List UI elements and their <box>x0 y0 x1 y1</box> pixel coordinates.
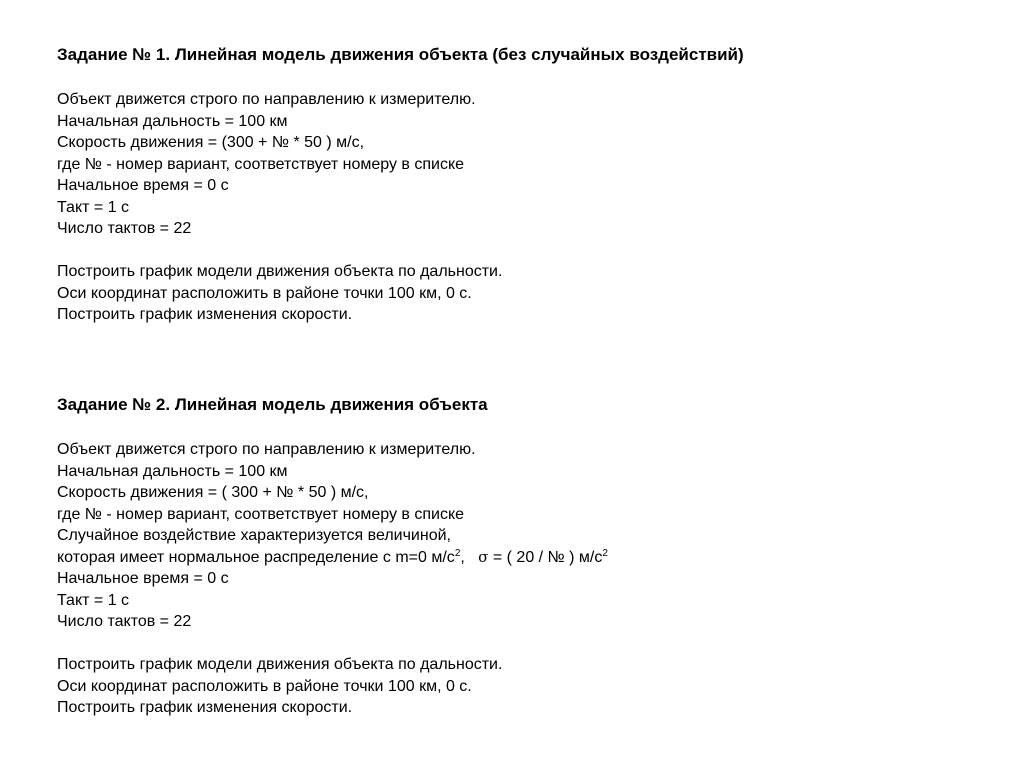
task-2-title: Задание № 2. Линейная модель движения объекта <box>57 395 488 414</box>
task-1-line-initial-range: Начальная дальность = 100 км <box>57 112 288 130</box>
task-2-line-tact: Такт = 1 с <box>57 591 130 609</box>
task-2-line-tact-count: Число тактов = 22 <box>57 613 192 630</box>
task-1-spacer <box>57 240 957 262</box>
task-2-line-random-effect: Случайное воздействие характеризуется величиной, <box>57 527 451 544</box>
task-1-instruction-range-plot: Построить график модели движения объекта по дальности. <box>57 263 503 280</box>
distribution-suffix: = ( 20 / № ) м/с <box>488 548 603 566</box>
distribution-separator: , <box>460 548 479 566</box>
task-2-line-velocity: Скорость движения = ( 300 + № * 50 ) м/с, <box>57 484 369 501</box>
task-1-line-initial-time: Начальное время = 0 с <box>57 177 229 194</box>
task-2-line-variant-note: где № - номер вариант, соответствует номеру в списке <box>57 505 465 523</box>
task-2-line-initial-range: Начальная дальность = 100 км <box>57 462 288 480</box>
task-2-line-initial-time: Начальное время = 0 с <box>57 570 229 587</box>
task-1-line-object-motion: Объект движется строго по направлению к измерителю. <box>57 91 476 108</box>
task-1-section <box>57 43 957 326</box>
sigma-symbol: σ <box>478 547 489 566</box>
task-1-title: Задание № 1. Линейная модель движения объекта (без случайных воздействий) <box>57 45 744 64</box>
task-1-line-variant-note: где № - номер вариант, соответствует номеру в списке <box>57 155 465 173</box>
task-2-instruction-axes: Оси координат расположить в районе точки 100 км, 0 с. <box>57 677 472 695</box>
task-1-instruction-axes: Оси координат расположить в районе точки 100 км, 0 с. <box>57 284 472 302</box>
task-1-line-tact-count: Число тактов = 22 <box>57 220 192 237</box>
task-2-line-object-motion: Объект движется строго по направлению к измерителю. <box>57 441 476 458</box>
distribution-exponent-2: 2 <box>602 547 608 559</box>
task-1-instruction-velocity-plot: Построить график изменения скорости. <box>57 306 353 323</box>
task-2-section <box>57 393 957 719</box>
task-2-instruction-velocity-plot: Построить график изменения скорости. <box>57 699 353 716</box>
task-2-line-distribution <box>57 547 957 569</box>
task-2-spacer <box>57 633 957 655</box>
task-1-line-tact: Такт = 1 с <box>57 198 130 216</box>
distribution-prefix: которая имеет нормальное распределение с m=0 м/с <box>57 548 455 566</box>
task-2-instruction-range-plot: Построить график модели движения объекта по дальности. <box>57 656 503 673</box>
task-1-line-velocity: Скорость движения = (300 + № * 50 ) м/с, <box>57 134 365 151</box>
distribution-exponent-1: 2 <box>454 547 461 559</box>
